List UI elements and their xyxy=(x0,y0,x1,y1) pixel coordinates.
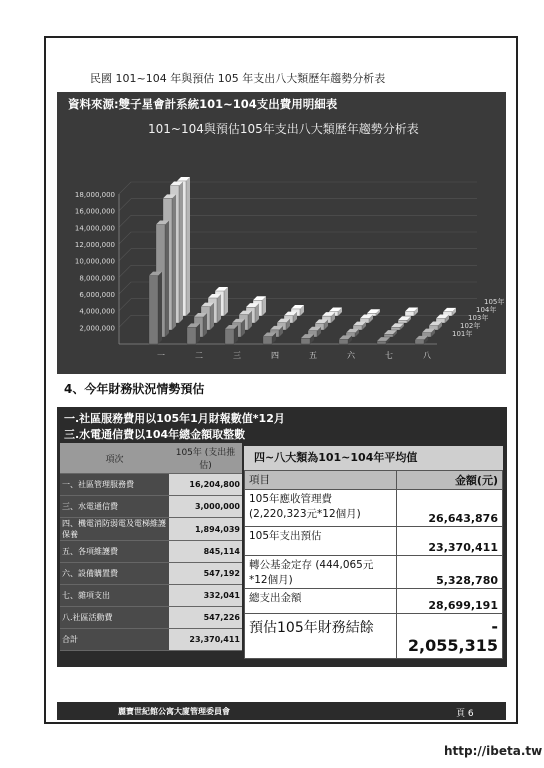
table-row xyxy=(60,474,242,496)
row-label: 七、雜項支出 xyxy=(60,585,169,607)
gridline xyxy=(119,182,131,194)
bar xyxy=(301,338,310,344)
column-header-amount: 金額(元) xyxy=(396,471,502,490)
table-row xyxy=(245,589,503,614)
row-amount: 5,328,780 xyxy=(396,556,502,589)
y-tick-label: 2,000,000 xyxy=(79,324,115,333)
bar xyxy=(391,327,400,330)
y-tick-label: 6,000,000 xyxy=(79,291,115,299)
table-row xyxy=(245,556,503,589)
category-label: 八 xyxy=(423,351,431,360)
chart-title: 101~104與預估105年支出八大類歷年趨勢分析表 xyxy=(148,122,419,136)
category-label: 三 xyxy=(233,351,241,360)
bar xyxy=(384,334,393,337)
watermark: http://ibeta.tw xyxy=(444,744,543,758)
row-item: 預估105年財務結餘 xyxy=(245,614,397,659)
bar xyxy=(377,341,386,344)
bar xyxy=(225,329,234,344)
table-row xyxy=(60,541,242,563)
table-row-balance xyxy=(245,614,503,659)
column-header-item: 項目 xyxy=(245,471,397,490)
row-value: 332,041 xyxy=(169,585,242,607)
table-row xyxy=(60,607,242,629)
row-label: 五、各項維護費 xyxy=(60,541,169,563)
bar xyxy=(415,340,424,344)
bar-side xyxy=(172,194,176,330)
note-line-1: 一.社區服務費用以105年1月財報數值*12月 xyxy=(64,412,285,425)
summary-table xyxy=(244,470,503,659)
series-label: 101年 xyxy=(452,330,473,338)
column-header-item: 項次 xyxy=(60,443,169,474)
table-row xyxy=(60,629,242,651)
section-heading: 4、今年財務狀況情勢預估 xyxy=(64,382,205,396)
bar-side xyxy=(186,177,190,316)
trend-bar-chart xyxy=(57,140,506,372)
gridline xyxy=(119,282,131,294)
gridline xyxy=(119,232,131,244)
y-tick-label: 4,000,000 xyxy=(79,307,115,316)
bar-side xyxy=(179,182,183,324)
table-row xyxy=(60,518,242,541)
y-tick-label: 18,000,000 xyxy=(74,191,115,199)
column-header-105: 105年 (支出推估) xyxy=(169,443,242,474)
row-label: 一、社區管理服務費 xyxy=(60,474,169,496)
bar xyxy=(149,276,158,344)
y-tick-label: 14,000,000 xyxy=(74,224,115,233)
note-line-2: 三.水電通信費以104年總金額取整數 xyxy=(64,428,246,441)
row-amount: 26,643,876 xyxy=(396,490,502,527)
bar xyxy=(398,320,407,323)
row-label: 四、機電消防弱電及電梯維護保養 xyxy=(60,518,169,541)
bar xyxy=(263,337,272,345)
table-row xyxy=(60,563,242,585)
row-value: 547,226 xyxy=(169,607,242,629)
category-label: 七 xyxy=(385,351,393,360)
row-value: 3,000,000 xyxy=(169,496,242,518)
series-label: 103年 xyxy=(468,314,489,322)
y-tick-label: 10,000,000 xyxy=(74,257,115,266)
row-value: 845,114 xyxy=(169,541,242,563)
bar-side xyxy=(217,294,221,323)
y-tick-label: 16,000,000 xyxy=(74,207,115,216)
row-item: 轉公基金定存 (444,065元*12個月) xyxy=(245,556,397,589)
row-label: 合計 xyxy=(60,629,169,651)
bar xyxy=(405,311,414,316)
row-amount: - 2,055,315 xyxy=(396,614,502,659)
category-label: 二 xyxy=(195,351,203,360)
row-value: 547,192 xyxy=(169,563,242,585)
row-value: 23,370,411 xyxy=(169,629,242,651)
bar-side xyxy=(210,303,214,330)
gridline xyxy=(119,265,131,277)
budget-summary xyxy=(244,446,503,659)
bar xyxy=(339,339,348,344)
summary-heading: 四~八大類為101~104年平均值 xyxy=(244,446,503,470)
row-value: 1,894,039 xyxy=(169,518,242,541)
page-title: 民國 101~104 年與預估 105 年支出八大類歷年趨勢分析表 xyxy=(90,72,386,85)
series-label: 105年 xyxy=(484,298,505,306)
gridline xyxy=(119,249,131,261)
series-label: 102年 xyxy=(460,322,481,330)
bar-side xyxy=(203,313,207,337)
page-number: 頁 6 xyxy=(456,709,474,719)
row-label: 八.社區活動費 xyxy=(60,607,169,629)
row-amount: 23,370,411 xyxy=(396,527,502,556)
row-item: 105年支出預估 xyxy=(245,527,397,556)
row-label: 三、水電通信費 xyxy=(60,496,169,518)
row-item: 總支出金額 xyxy=(245,589,397,614)
row-amount: 28,699,191 xyxy=(396,589,502,614)
category-label: 五 xyxy=(309,351,317,360)
bar-side xyxy=(224,287,228,316)
category-label: 六 xyxy=(347,351,355,360)
table-row xyxy=(60,585,242,607)
footer-committee-name: 麗寶世紀館公寓大廈管理委員會 xyxy=(118,707,230,716)
gridline xyxy=(119,315,131,327)
expense-forecast-table xyxy=(60,443,242,651)
table-header-row xyxy=(245,471,503,490)
gridline xyxy=(119,199,131,211)
data-source-line: 資料來源:雙子星會計系統101~104支出費用明細表 xyxy=(68,97,338,111)
bar-side xyxy=(158,272,162,344)
table-row xyxy=(245,490,503,527)
bar-side xyxy=(165,221,169,338)
bar xyxy=(187,327,196,344)
category-label: 一 xyxy=(157,351,165,360)
category-label: 四 xyxy=(271,351,279,360)
series-label: 104年 xyxy=(476,306,497,314)
row-item: 105年應收管理費 (2,220,323元*12個月) xyxy=(245,490,397,527)
y-tick-label: 12,000,000 xyxy=(74,241,115,249)
row-label: 六、設備購置費 xyxy=(60,563,169,585)
gridline xyxy=(119,215,131,227)
table-row xyxy=(245,527,503,556)
y-tick-label: 8,000,000 xyxy=(79,274,115,283)
table-row xyxy=(60,496,242,518)
gridline xyxy=(119,299,131,311)
row-value: 16,204,800 xyxy=(169,474,242,496)
